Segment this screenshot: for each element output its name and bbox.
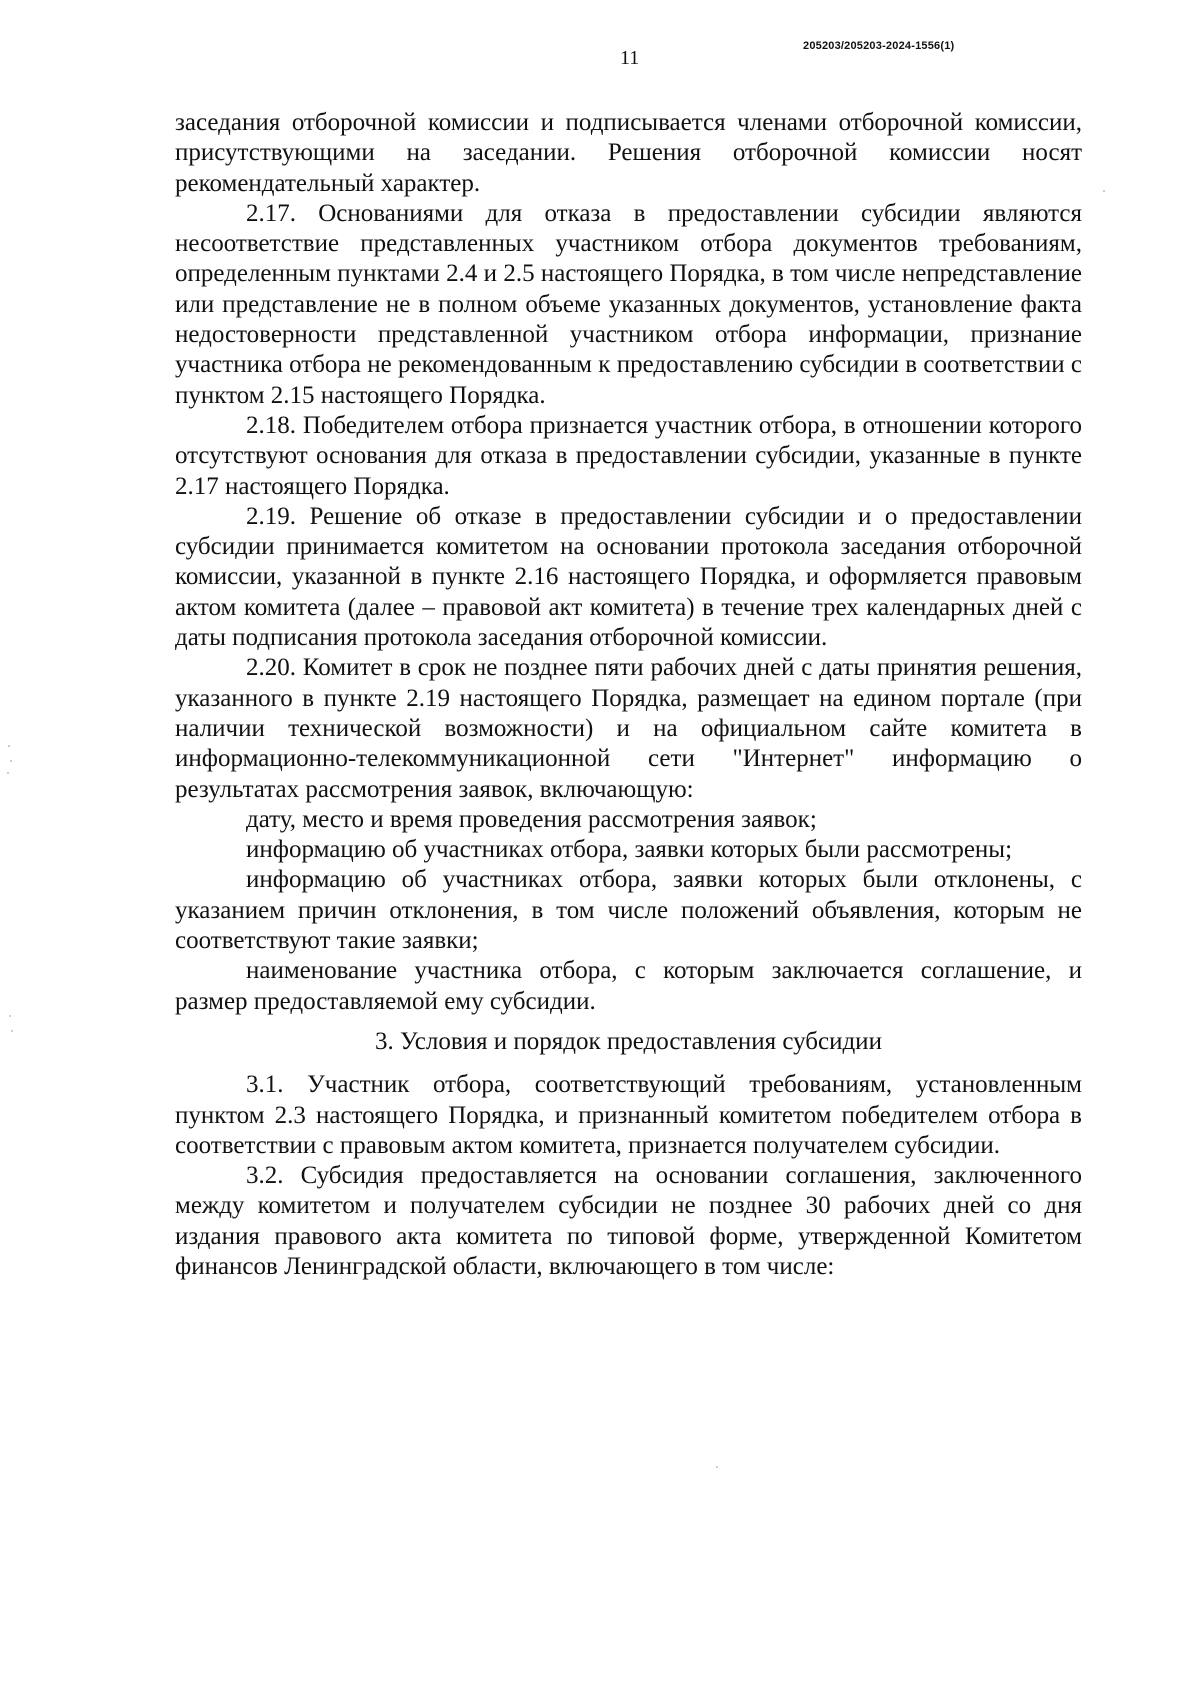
paragraph-3-1: 3.1. Участник отбора, соответствующий требованиям, установленным пунктом 2.3 настоящего Порядка, и признанный комитетом победителем отбора в соответствии с правовым актом комитета, признается получателем субсидии. (175, 1071, 1082, 1159)
list-item-reviewed-participants: информацию об участниках отбора, заявки которых были рассмотрены; (246, 836, 1013, 864)
page-number: 11 (620, 47, 640, 69)
list-item-agreement-participant: наименование участника отбора, с которым заключается соглашение, и размер предоставляемой ему субсидии. (175, 957, 1082, 1015)
scan-speck (9, 1015, 11, 1017)
scan-speck (11, 1030, 13, 1032)
document-id: 205203/205203-2024-1556(1) (803, 40, 955, 52)
document-body (175, 108, 1082, 1282)
paragraph-2-19: 2.19. Решение об отказе в предоставлении субсидии и о предоставлении субсидии принимается комитетом на основании протокола заседания отборочной комиссии, указанной в пункте 2.16 настоящего Порядка, и оформляется правовым актом комитета (далее – правовой акт комитета) в течение трех календарных дней с даты подписания протокола заседания отборочной комиссии. (175, 502, 1082, 652)
section-3-heading: 3. Условия и порядок предоставления субсидии (375, 1027, 882, 1055)
scan-speck (1103, 190, 1105, 192)
paragraph-continuation: заседания отборочной комиссии и подписывается членами отборочной комиссии, присутствующими на заседании. Решения отборочной комиссии носят рекомендательный характер. (175, 109, 1082, 197)
scan-speck (8, 745, 10, 747)
list-item-date-place-time: дату, место и время проведения рассмотрения заявок; (246, 805, 817, 833)
paragraph-2-17: 2.17. Основаниями для отказа в предоставлении субсидии являются несоответствие представленных участником отбора документов требованиям, определенным пунктами 2.4 и 2.5 настоящего Порядка, в том числе непредставление или представление не в полном объеме указанных документов, установление факта недостоверности представленной участником отбора информации, признание участника отбора не рекомендованным к предоставлению субсидии в соответствии с пунктом 2.15 настоящего Порядка. (175, 199, 1082, 409)
paragraph-3-2: 3.2. Субсидия предоставляется на основании соглашения, заключенного между комитетом и получателем субсидии не позднее 30 рабочих дней со дня издания правового акта комитета по типовой форме, утвержденной Комитетом финансов Ленинградской области, включающего в том числе: (175, 1162, 1082, 1280)
list-item-rejected-participants: информацию об участниках отбора, заявки которых были отклонены, с указанием причин отклонения, в том числе положений объявления, которым не соответствуют такие заявки; (175, 866, 1082, 955)
scan-speck (7, 772, 9, 774)
scan-speck (10, 760, 12, 762)
paragraph-2-20: 2.20. Комитет в срок не позднее пяти рабочих дней с даты принятия решения, указанного в пункте 2.19 настоящего Порядка, размещает на едином портале (при наличии технической возможности) и на официальном сайте комитета в информационно-телекоммуникационной сети "Интернет" информацию о результатах рассмотрения заявок, включающую: (175, 654, 1082, 803)
paragraph-2-18: 2.18. Победителем отбора признается участник отбора, в отношении которого отсутствуют основания для отказа в предоставлении субсидии, указанные в пункте 2.17 настоящего Порядка. (175, 411, 1082, 500)
scan-speck (716, 1466, 718, 1468)
